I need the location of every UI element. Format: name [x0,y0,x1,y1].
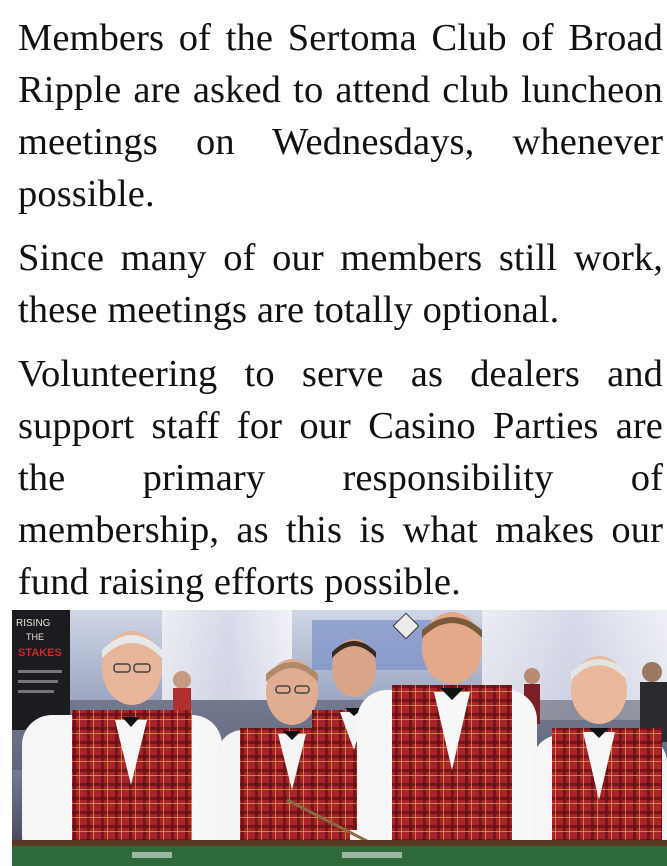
sign-line-2: THE [26,632,44,642]
sign-line-1: RISING [16,618,51,629]
group-photo-illustration [12,610,667,866]
sign-line-3: STAKES [18,647,62,659]
casino-volunteers-photo [12,610,667,866]
paragraph-meetings: Members of the Sertoma Club of Broad Ripple are asked to attend club luncheon meetings on Wednesdays, whenever possible. [18,17,663,215]
paragraph-volunteering: Volunteering to serve as dealers and support staff for our Casino Parties are the primary responsibility of membership, as this is what makes our fund raising efforts possible. [18,353,663,603]
event-sign [12,610,70,730]
article-text [18,12,663,620]
paragraph-optional: Since many of our members still work, these meetings are totally optional. [18,237,663,331]
